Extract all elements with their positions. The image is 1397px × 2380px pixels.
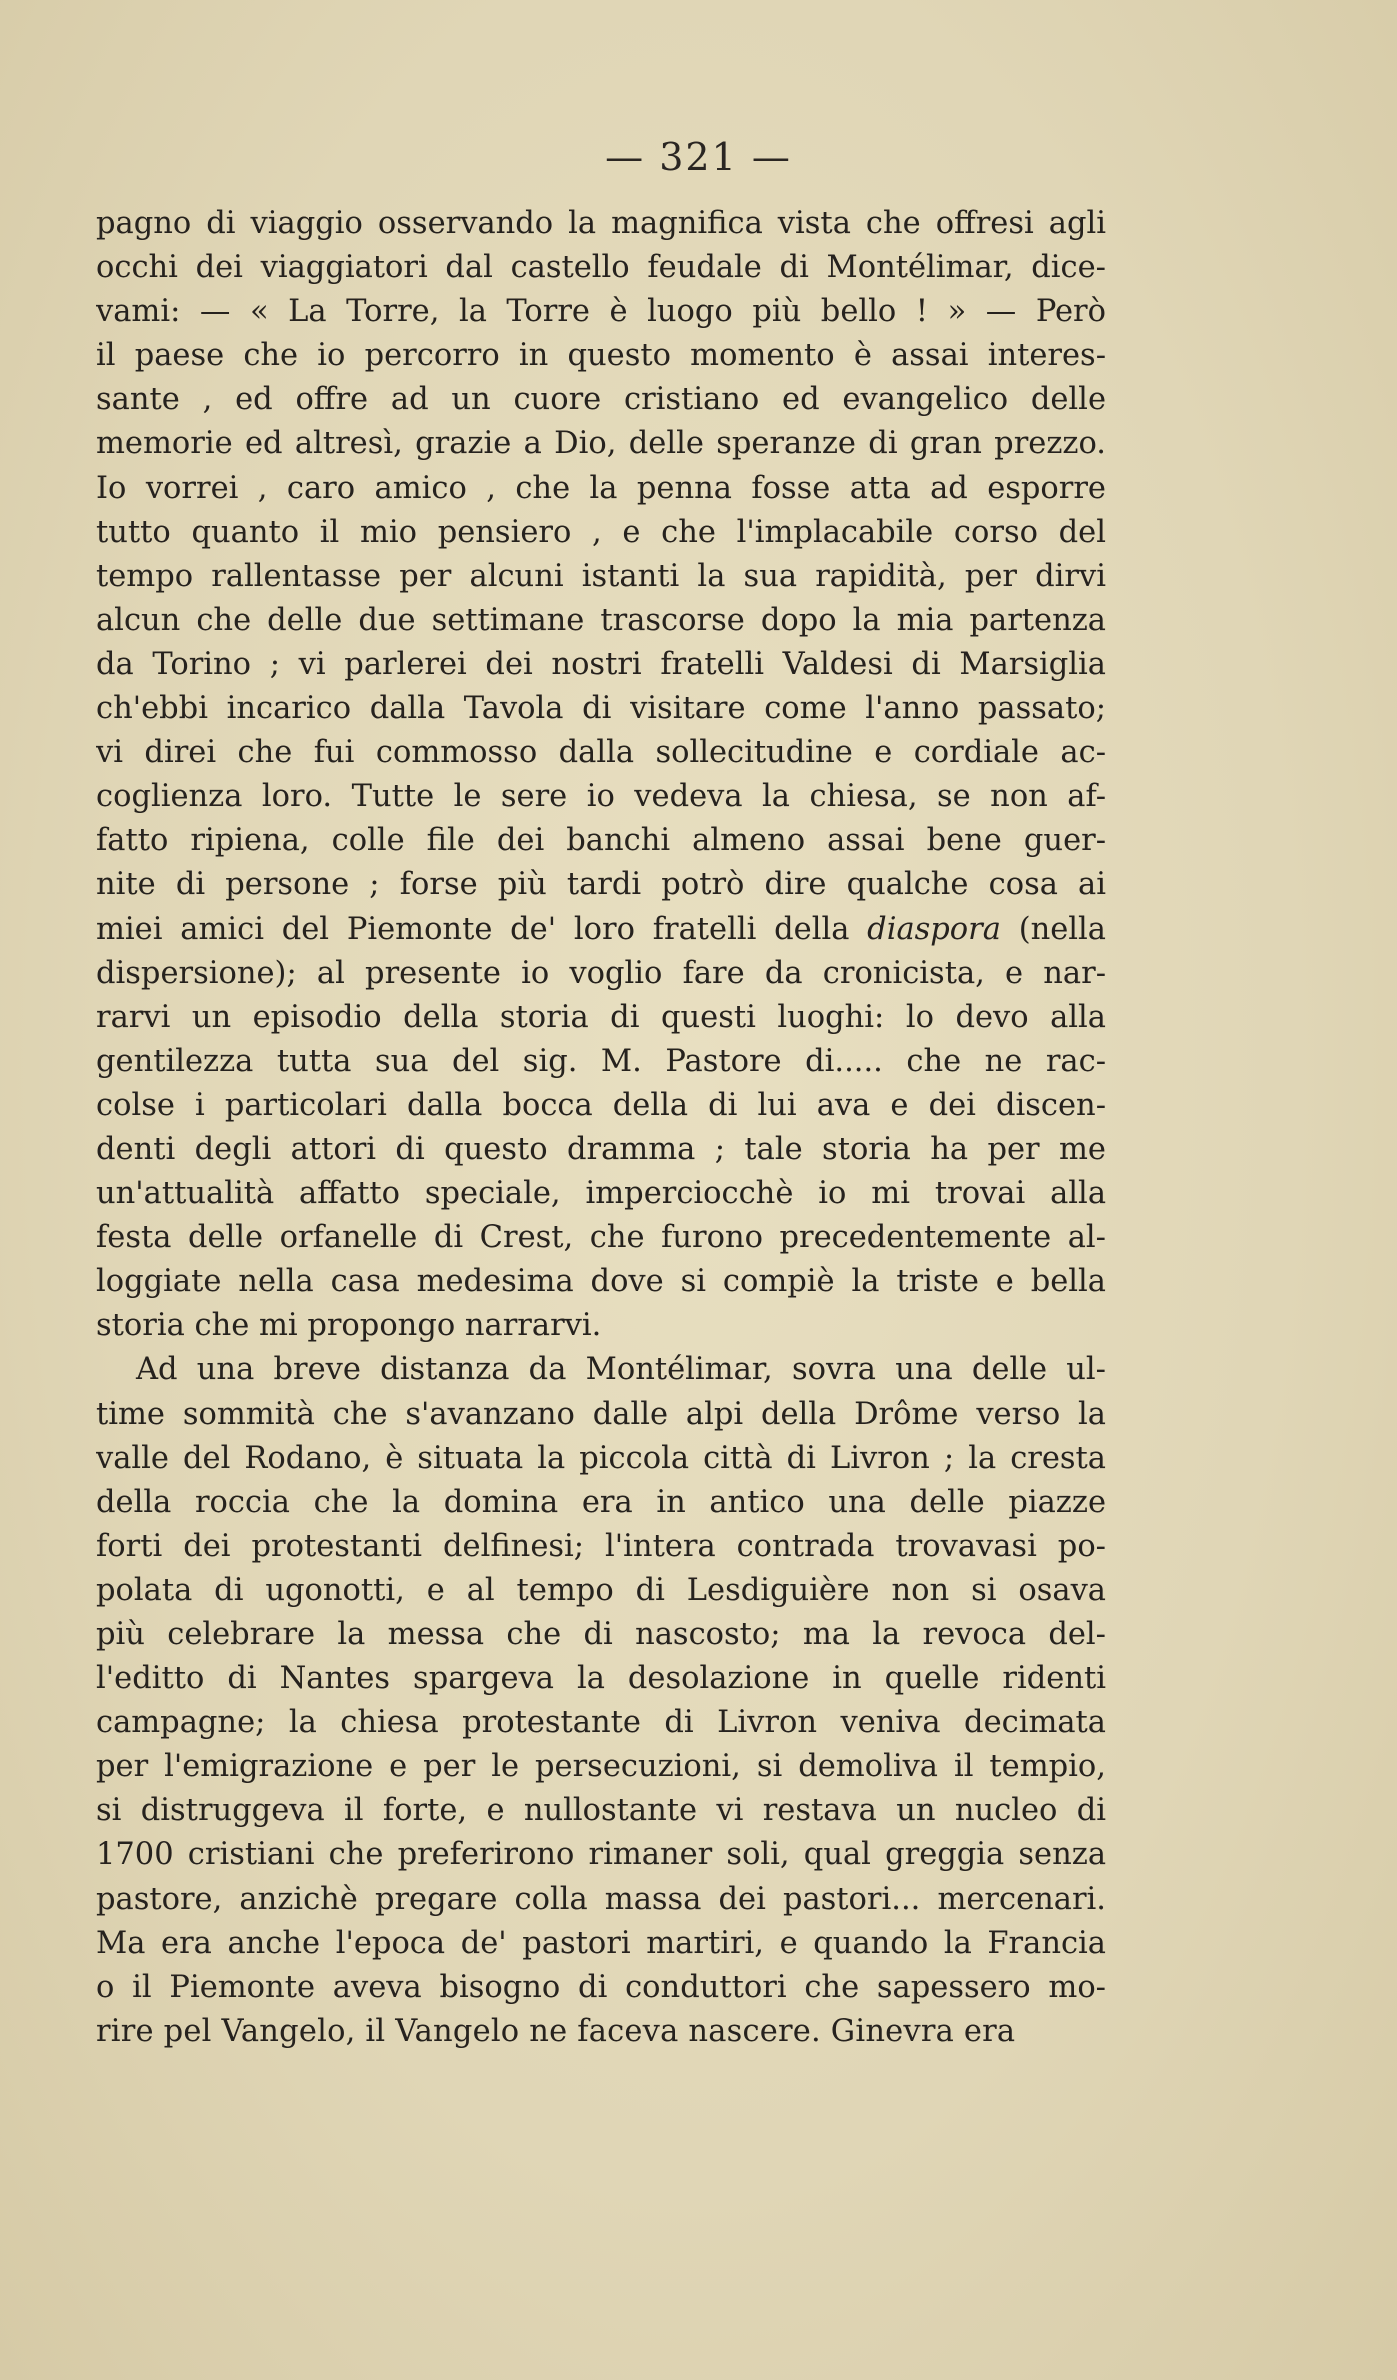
text-line: loggiate nella casa medesima dove si compiè la triste e bella [96,1264,1106,1300]
text-line: fatto ripiena, colle file dei banchi almeno assai bene guer- [96,823,1106,859]
page-number: — 321 — [605,135,792,179]
text-line: dispersione); al presente io voglio fare da cronicista, e nar- [96,955,1106,991]
text-line: l'editto di Nantes spargeva la desolazione in quelle ridenti [96,1661,1106,1697]
text-line: vi direi che fui commosso dalla sollecitudine e cordiale ac- [96,735,1106,771]
text-line: pagno di viaggio osservando la magnifica vista che offresi agli [96,206,1106,241]
text-segment: (nella [1000,911,1106,947]
text-line: tutto quanto il mio pensiero , e che l'implacabile corso del [96,514,1106,550]
text-line: valle del Rodano, è situata la piccola città di Livron ; la cresta [96,1440,1106,1476]
text-line: da Torino ; vi parlerei dei nostri fratelli Valdesi di Marsiglia [96,646,1106,682]
text-line: alcun che delle due settimane trascorse dopo la mia partenza [96,602,1106,638]
text-line: polata di ugonotti, e al tempo di Lesdiguière non si osava [96,1572,1106,1608]
text-line: festa delle orfanelle di Crest, che furono precedentemente al- [96,1220,1106,1256]
text-line: nite di persone ; forse più tardi potrò dire qualche cosa ai [96,867,1106,903]
text-line: o il Piemonte aveva bisogno di conduttori che sapessero mo- [96,1969,1106,2005]
text-line: memorie ed altresì, grazie a Dio, delle speranze di gran prezzo. [96,426,1106,462]
text-line: rarvi un episodio della storia di questi luoghi: lo devo alla [96,999,1106,1035]
text-line: forti dei protestanti delfinesi; l'intera contrada trovavasi po- [96,1528,1106,1564]
italic-word: diaspora [867,911,1001,947]
text-line: gentilezza tutta sua del sig. M. Pastore di..... che ne rac- [96,1043,1106,1079]
text-line-with-italic [96,908,1106,952]
body-text [96,202,1106,2054]
text-line: ch'ebbi incarico dalla Tavola di visitare come l'anno passato; [96,691,1106,727]
text-line: 1700 cristiani che preferirono rimaner soli, qual greggia senza [96,1837,1106,1873]
text-line: vami: — « La Torre, la Torre è luogo più bello ! » — Però [96,294,1106,330]
text-line: tempo rallentasse per alcuni istanti la sua rapidità, per dirvi [96,558,1106,594]
text-line: il paese che io percorro in questo momento è assai interes- [96,338,1106,374]
text-line: colse i particolari dalla bocca della di lui ava e dei discen- [96,1087,1106,1123]
text-line: rire pel Vangelo, il Vangelo ne faceva nascere. Ginevra era [96,2013,1016,2049]
text-line: Io vorrei , caro amico , che la penna fosse atta ad esporre [96,470,1106,506]
text-line: Ad una breve distanza da Montélimar, sovra una delle ul- [136,1352,1106,1388]
text-line: più celebrare la messa che di nascosto; ma la revoca del- [96,1617,1106,1652]
text-line: storia che mi propongo narrarvi. [96,1308,602,1344]
text-line: un'attualità affatto speciale, imperciocchè io mi trovai alla [96,1176,1106,1212]
text-segment: miei amici del Piemonte de' loro fratelli della [96,911,850,947]
text-line: campagne; la chiesa protestante di Livron veniva decimata [96,1705,1106,1741]
text-line: si distruggeva il forte, e nullostante vi restava un nucleo di [96,1793,1106,1829]
text-line: coglienza loro. Tutte le sere io vedeva la chiesa, se non af- [96,779,1106,815]
text-line: della roccia che la domina era in antico una delle piazze [96,1484,1106,1520]
text-line: pastore, anzichè pregare colla massa dei pastori... mercenari. [96,1881,1106,1917]
text-line: sante , ed offre ad un cuore cristiano ed evangelico delle [96,382,1106,418]
text-line: denti degli attori di questo dramma ; tale storia ha per me [96,1131,1106,1167]
text-line: per l'emigrazione e per le persecuzioni, si demoliva il tempio, [96,1749,1106,1785]
text-line: Ma era anche l'epoca de' pastori martiri, e quando la Francia [96,1925,1106,1961]
text-line: occhi dei viaggiatori dal castello feudale di Montélimar, dice- [96,250,1106,286]
text-line: time sommità che s'avanzano dalle alpi della Drôme verso la [96,1396,1106,1432]
